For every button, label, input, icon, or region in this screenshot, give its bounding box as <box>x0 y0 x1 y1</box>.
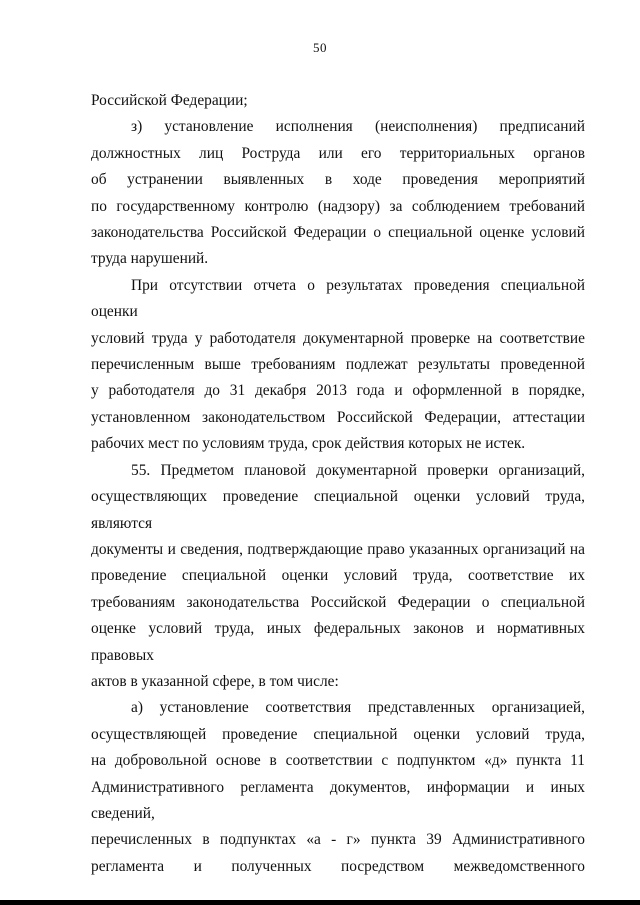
text-line-0: Российской Федерации; <box>91 92 248 109</box>
text-line-23: Административного регламента документов, информации и иных сведений, <box>91 778 585 822</box>
text-line-7: При отсутствии отчета о результатах проведения специальной оценки <box>91 276 585 321</box>
scan-bottom-edge <box>0 900 640 905</box>
text-line-2: должностных лиц Роструда или его территориальных органов <box>91 144 585 162</box>
text-line-16: проведение специальной оценки условий труда, соответствие их <box>91 567 585 585</box>
text-line-8: условий труда у работодателя документарной проверке на соответствие <box>91 329 585 347</box>
text-line-24: перечисленных в подпунктах «а - г» пункта 39 Административного <box>91 831 585 849</box>
text-line-10: у работодателя до 31 декабря 2013 года и оформленной в порядке, <box>91 382 585 400</box>
text-line-15: документы и сведения, подтверждающие право указанных организаций на <box>91 540 585 558</box>
text-line-12: рабочих мест по условиям труда, срок действия которых не истек. <box>91 435 526 453</box>
page-number: 50 <box>313 40 327 55</box>
text-line-3: об устранении выявленных в ходе проведения мероприятий <box>91 171 585 189</box>
text-line-18: оценке условий труда, иных федеральных законов и нормативных правовых <box>91 620 585 664</box>
text-line-20: а) установление соответствия представленных организацией, <box>131 699 585 717</box>
document-body <box>91 88 585 880</box>
text-line-5: законодательства Российской Федерации о специальной оценке условий <box>91 224 585 242</box>
text-line-22: на добровольной основе в соответствии с подпунктом «д» пункта 11 <box>91 752 585 770</box>
text-line-19: актов в указанной сфере, в том числе: <box>91 672 339 690</box>
text-line-25: регламента и полученных посредством межведомственного <box>91 857 585 875</box>
text-line-14: осуществляющих проведение специальной оценки условий труда, являются <box>91 488 585 532</box>
text-line-21: осуществляющей проведение специальной оценки условий труда, <box>91 725 585 743</box>
text-line-1: з) установление исполнения (неисполнения) предписаний <box>131 118 585 136</box>
text-line-11: установленном законодательством Российской Федерации, аттестации <box>91 408 585 426</box>
text-line-9: перечисленным выше требованиям подлежат результаты проведенной <box>91 356 585 374</box>
text-line-17: требованиям законодательства Российской Федерации о специальной <box>91 593 585 611</box>
text-line-13: 55. Предметом плановой документарной проверки организаций, <box>131 461 585 479</box>
text-line-6: труда нарушений. <box>91 250 209 268</box>
text-line-4: по государственному контролю (надзору) за соблюдением требований <box>91 197 585 215</box>
